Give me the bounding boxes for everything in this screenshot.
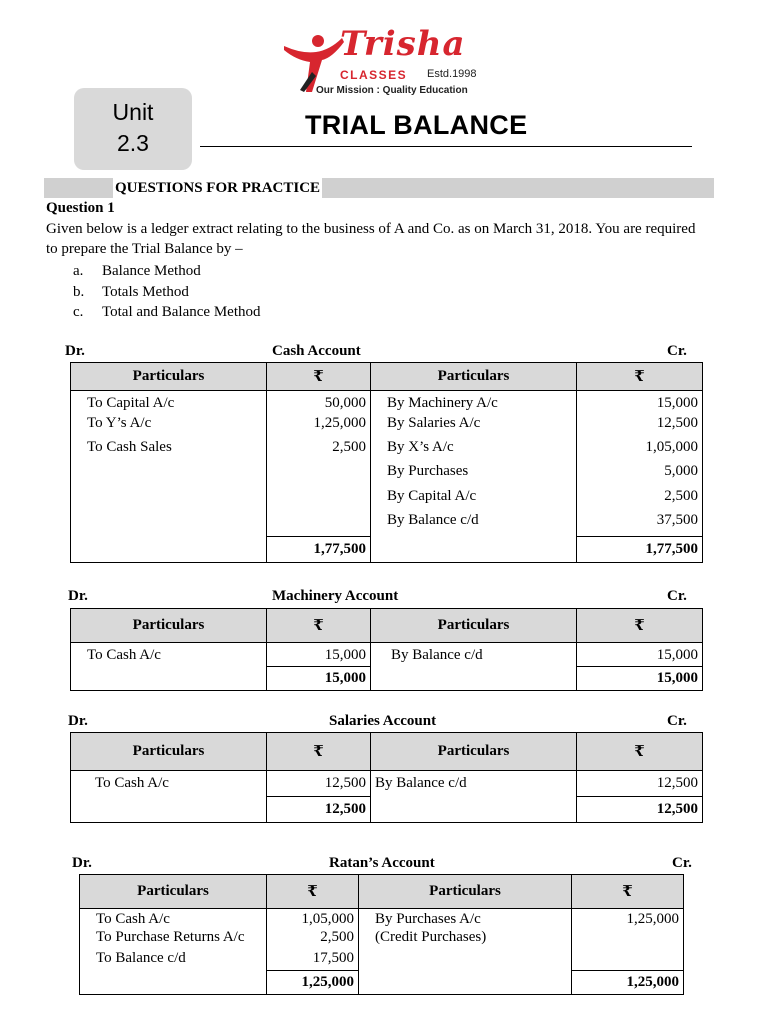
column-header-particulars: Particulars <box>359 875 572 909</box>
column-header-amount: ₹ <box>267 609 371 643</box>
credit-amount: 15,000 <box>577 391 703 415</box>
brand-name: Trisha <box>340 24 466 64</box>
account-name: Ratan’s Account <box>329 855 435 871</box>
credit-particulars: By Capital A/c <box>371 488 577 512</box>
section-title: QUESTIONS FOR PRACTICE <box>115 180 321 196</box>
brand-classes: CLASSES <box>340 68 408 82</box>
column-header-particulars: Particulars <box>371 363 577 391</box>
table-row <box>71 415 703 439</box>
credit-particulars: By Salaries A/c <box>371 415 577 439</box>
debit-amount: 2,500 <box>267 929 359 950</box>
unit-number: 2.3 <box>117 130 149 156</box>
debit-particulars: To Cash A/c <box>71 643 267 667</box>
table-header-row <box>71 609 703 643</box>
credit-total: 1,25,000 <box>572 970 684 994</box>
credit-total: 1,77,500 <box>577 536 703 562</box>
debit-particulars <box>71 463 267 487</box>
debit-particulars: To Cash A/c <box>71 771 267 797</box>
table-header-row <box>71 733 703 771</box>
column-header-particulars: Particulars <box>371 609 577 643</box>
debit-particulars: To Cash A/c <box>80 909 267 930</box>
table-row <box>71 512 703 536</box>
column-header-particulars: Particulars <box>71 363 267 391</box>
option-text: Totals Method <box>102 284 189 300</box>
debit-total: 15,000 <box>267 667 371 691</box>
column-header-amount: ₹ <box>572 875 684 909</box>
table-row <box>71 391 703 415</box>
credit-amount: 12,500 <box>577 771 703 797</box>
page-title: TRIAL BALANCE <box>305 110 528 140</box>
account-name: Salaries Account <box>329 713 437 729</box>
ledger-table <box>70 608 703 691</box>
debit-amount: 1,05,000 <box>267 909 359 930</box>
debit-amount <box>267 488 371 512</box>
debit-amount <box>267 463 371 487</box>
column-header-particulars: Particulars <box>71 609 267 643</box>
credit-particulars <box>359 950 572 971</box>
option-text: Total and Balance Method <box>102 304 261 320</box>
column-header-amount: ₹ <box>577 733 703 771</box>
credit-particulars: By Purchases <box>371 463 577 487</box>
column-header-amount: ₹ <box>267 733 371 771</box>
table-row <box>71 771 703 797</box>
debit-particulars <box>71 512 267 536</box>
column-header-amount: ₹ <box>267 363 371 391</box>
table-row <box>80 950 684 971</box>
credit-particulars: By Machinery A/c <box>371 391 577 415</box>
ledger-table <box>79 874 684 995</box>
option-letter: c. <box>73 304 84 320</box>
option-letter: a. <box>73 263 84 279</box>
credit-particulars: By X’s A/c <box>371 439 577 463</box>
trisha-classes-logo <box>282 24 482 100</box>
question-text: Given below is a ledger extract relating to the business of A and Co. as on March 31, 2018. You are required to prepare the Trial Balance by – <box>46 221 696 257</box>
debit-particulars: To Capital A/c <box>71 391 267 415</box>
total-spacer <box>80 970 267 994</box>
debit-particulars: To Cash Sales <box>71 439 267 463</box>
total-spacer <box>371 667 577 691</box>
option-letter: b. <box>73 284 85 300</box>
debit-particulars: To Purchase Returns A/c <box>80 929 267 950</box>
total-spacer <box>371 536 577 562</box>
column-header-particulars: Particulars <box>371 733 577 771</box>
credit-particulars: By Balance c/d <box>371 771 577 797</box>
credit-amount <box>572 950 684 971</box>
total-row <box>71 797 703 823</box>
table-row <box>71 643 703 667</box>
column-header-particulars: Particulars <box>71 733 267 771</box>
table-row <box>71 439 703 463</box>
credit-amount <box>572 929 684 950</box>
total-spacer <box>371 797 577 823</box>
debit-amount: 15,000 <box>267 643 371 667</box>
total-row <box>71 536 703 562</box>
ledger-table <box>70 732 703 823</box>
column-header-particulars: Particulars <box>80 875 267 909</box>
ledger-table <box>70 362 703 563</box>
cr-label: Cr. <box>667 588 687 604</box>
table-row <box>80 929 684 950</box>
total-spacer <box>359 970 572 994</box>
column-header-amount: ₹ <box>577 363 703 391</box>
debit-total: 1,25,000 <box>267 970 359 994</box>
debit-amount <box>267 512 371 536</box>
dr-label: Dr. <box>68 588 88 604</box>
debit-total: 12,500 <box>267 797 371 823</box>
total-row <box>71 667 703 691</box>
table-header-row <box>80 875 684 909</box>
title-underline <box>200 146 692 147</box>
dr-label: Dr. <box>65 343 85 359</box>
credit-particulars: (Credit Purchases) <box>359 929 572 950</box>
credit-amount: 37,500 <box>577 512 703 536</box>
table-row <box>80 909 684 930</box>
credit-total: 15,000 <box>577 667 703 691</box>
account-name: Cash Account <box>272 343 361 359</box>
debit-amount: 17,500 <box>267 950 359 971</box>
debit-particulars: To Y’s A/c <box>71 415 267 439</box>
debit-particulars: To Balance c/d <box>80 950 267 971</box>
credit-amount: 1,25,000 <box>572 909 684 930</box>
account-name: Machinery Account <box>272 588 399 604</box>
unit-badge <box>74 88 192 170</box>
debit-amount: 2,500 <box>267 439 371 463</box>
credit-particulars: By Purchases A/c <box>359 909 572 930</box>
table-row <box>71 463 703 487</box>
debit-particulars <box>71 488 267 512</box>
debit-amount: 50,000 <box>267 391 371 415</box>
total-spacer <box>71 536 267 562</box>
debit-amount: 12,500 <box>267 771 371 797</box>
column-header-amount: ₹ <box>577 609 703 643</box>
debit-total: 1,77,500 <box>267 536 371 562</box>
option-text: Balance Method <box>102 263 201 279</box>
debit-amount: 1,25,000 <box>267 415 371 439</box>
credit-amount: 12,500 <box>577 415 703 439</box>
cr-label: Cr. <box>672 855 692 871</box>
total-row <box>80 970 684 994</box>
total-spacer <box>71 797 267 823</box>
credit-total: 12,500 <box>577 797 703 823</box>
dr-label: Dr. <box>72 855 92 871</box>
table-row <box>71 488 703 512</box>
brand-tagline: Our Mission : Quality Education <box>316 85 468 96</box>
cr-label: Cr. <box>667 713 687 729</box>
brand-estd: Estd.1998 <box>427 68 477 80</box>
credit-particulars: By Balance c/d <box>371 512 577 536</box>
question-label: Question 1 <box>46 200 115 216</box>
total-spacer <box>71 667 267 691</box>
credit-amount: 1,05,000 <box>577 439 703 463</box>
unit-label: Unit <box>112 99 154 125</box>
credit-particulars: By Balance c/d <box>371 643 577 667</box>
credit-amount: 2,500 <box>577 488 703 512</box>
column-header-amount: ₹ <box>267 875 359 909</box>
credit-amount: 15,000 <box>577 643 703 667</box>
cr-label: Cr. <box>667 343 687 359</box>
table-header-row <box>71 363 703 391</box>
credit-amount: 5,000 <box>577 463 703 487</box>
dr-label: Dr. <box>68 713 88 729</box>
